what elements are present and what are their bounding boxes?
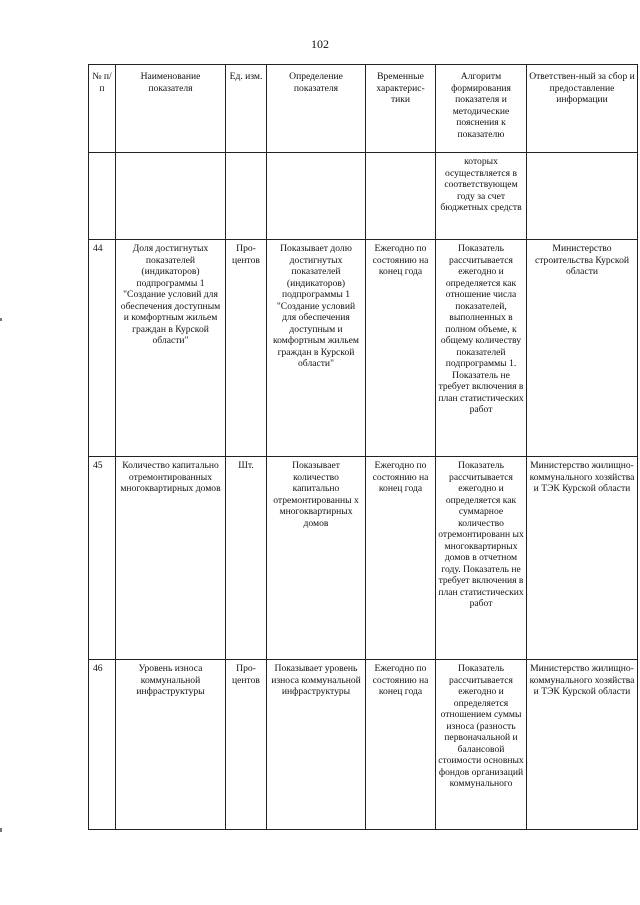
- table-header-row: [89, 65, 638, 153]
- header-algorithm: Алгоритм формирования показателя и методические пояснения к показателю: [436, 65, 527, 153]
- table-row: [89, 457, 638, 660]
- row-name: Доля достигнутых показателей (индикаторов) подпрограммы 1 "Создание условий для обеспечения доступным и комфортным жильем граждан в Курской области": [116, 240, 226, 457]
- row-timing: Ежегодно по состоянию на конец года: [366, 457, 436, 660]
- header-unit: Ед. изм.: [226, 65, 267, 153]
- cont-cell-num: [89, 153, 116, 240]
- row-num: 45: [89, 457, 116, 660]
- table-row: [89, 240, 638, 457]
- cont-cell-name: [116, 153, 226, 240]
- cont-cell-responsible: [527, 153, 638, 240]
- row-responsible: Министерство строительства Курской области: [527, 240, 638, 457]
- row-unit: Шт.: [226, 457, 267, 660]
- row-timing: Ежегодно по состоянию на конец года: [366, 240, 436, 457]
- row-name: Уровень износа коммунальной инфраструктуры: [116, 660, 226, 830]
- row-algorithm: Показатель рассчитывается ежегодно и определяется как отношение числа показателей, выполненных в полном объеме, к общему количеству показателей подпрограммы 1. Показатель не требует включения в план статистических работ: [436, 240, 527, 457]
- cont-cell-timing: [366, 153, 436, 240]
- cont-cell-unit: [226, 153, 267, 240]
- row-algorithm: Показатель рассчитывается ежегодно и определяется как суммарное количество отремонтированн ых многоквартирных домов в отчетном году. Показатель не требует включения в план статистических работ: [436, 457, 527, 660]
- indicators-table: [88, 64, 638, 830]
- header-timing: Временные характерис-тики: [366, 65, 436, 153]
- table-row: [89, 660, 638, 830]
- header-num: № п/п: [89, 65, 116, 153]
- header-name: Наименование показателя: [116, 65, 226, 153]
- page-number: 102: [311, 37, 329, 51]
- row-definition: Показывает долю достигнутых показателей (индикаторов) подпрограммы 1 "Создание условий для обеспечения доступным и комфортным жильем граждан в Курской области": [267, 240, 366, 457]
- row-definition: Показывает количество капитально отремонтированны х многоквартирных домов: [267, 457, 366, 660]
- row-num: 44: [89, 240, 116, 457]
- cont-cell-algorithm: которых осуществляется в соответствующем году за счет бюджетных средств: [436, 153, 527, 240]
- header-responsible: Ответствен-ный за сбор и предоставление информации: [527, 65, 638, 153]
- row-responsible: Министерство жилищно-коммунального хозяйства и ТЭК Курской области: [527, 457, 638, 660]
- row-definition: Показывает уровень износа коммунальной инфраструктуры: [267, 660, 366, 830]
- scan-mark: [0, 318, 2, 321]
- row-unit: Про-центов: [226, 240, 267, 457]
- row-num: 46: [89, 660, 116, 830]
- row-name: Количество капитально отремонтированных многоквартирных домов: [116, 457, 226, 660]
- row-timing: Ежегодно по состоянию на конец года: [366, 660, 436, 830]
- continuation-row: [89, 153, 638, 240]
- row-algorithm: Показатель рассчитывается ежегодно и определяется отношением суммы износа (разность первоначальной и балансовой стоимости основных фондов организаций коммунального: [436, 660, 527, 830]
- row-responsible: Министерство жилищно-коммунального хозяйства и ТЭК Курской области: [527, 660, 638, 830]
- row-unit: Про-центов: [226, 660, 267, 830]
- header-definition: Определение показателя: [267, 65, 366, 153]
- scan-mark: [0, 828, 2, 832]
- cont-cell-definition: [267, 153, 366, 240]
